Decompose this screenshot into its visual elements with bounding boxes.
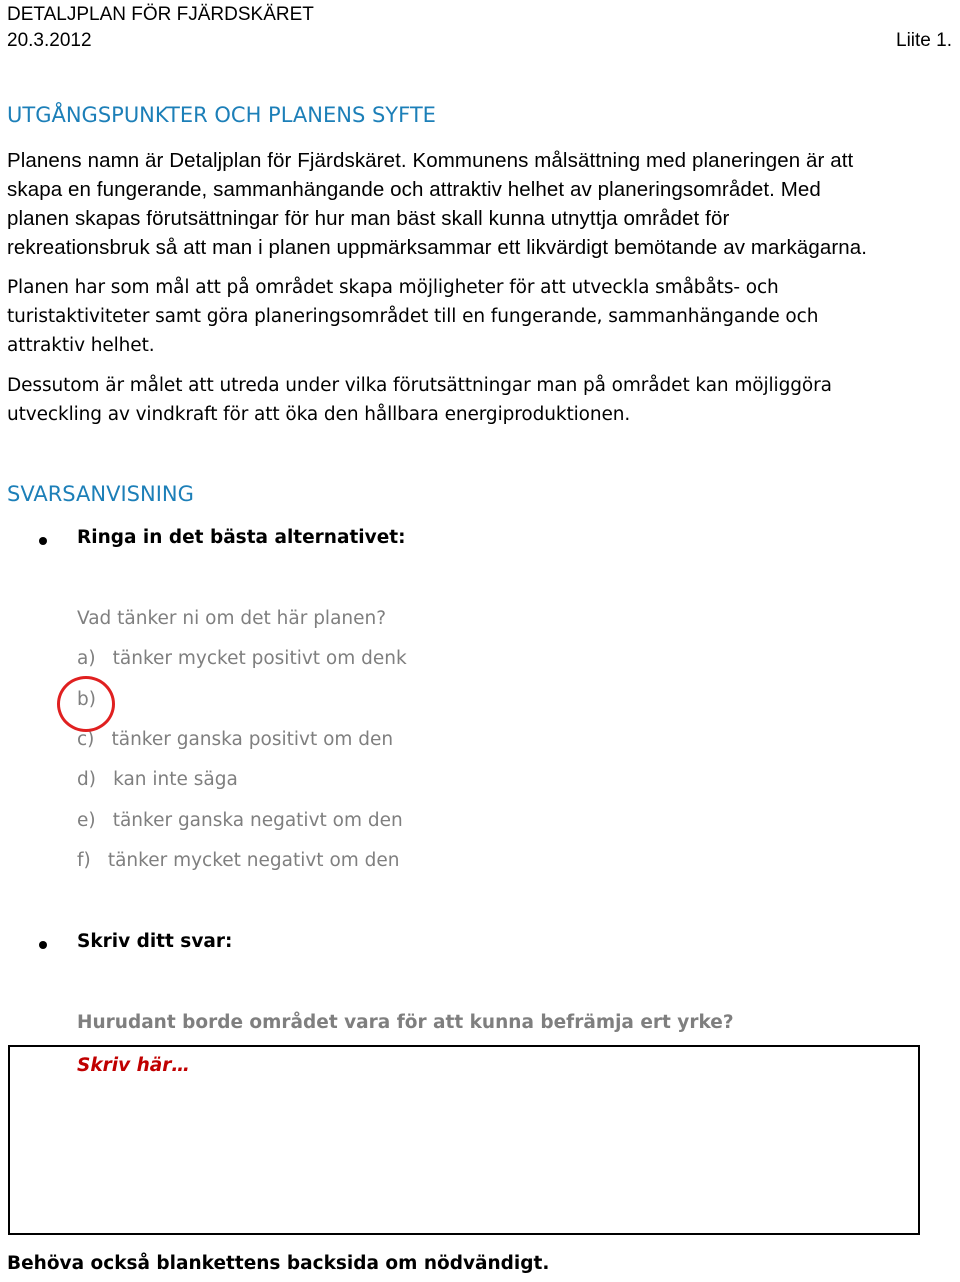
option-f[interactable]: [77, 850, 400, 871]
option-text: tänker mycket negativt om den: [107, 850, 400, 871]
question-plan-opinion: Vad tänker ni om det här planen?: [77, 608, 387, 629]
paragraph-line: skapa en fungerande, sammanhängande och attraktiv helhet av planeringsområdet. Med: [7, 178, 821, 201]
option-text: tänker ganska negativt om den: [112, 810, 403, 831]
paragraph-line: planen skapas förutsättningar för hur man bäst skall kunna utnyttja området för: [7, 207, 730, 230]
option-letter: c): [77, 729, 95, 750]
paragraph-line: rekreationsbruk så att man i planen uppmärksammar ett likvärdigt bemötande av markägarna.: [7, 236, 868, 259]
paragraph-line: utveckling av vindkraft för att öka den hållbara energiproduktionen.: [7, 404, 631, 425]
section-title-instructions: SVARSANVISNING: [7, 482, 194, 506]
option-letter: d): [77, 769, 96, 790]
paragraph-plan-goal: [7, 273, 957, 360]
option-letter: e): [77, 810, 96, 831]
paragraph-line: Planen har som mål att på området skapa möjligheter för att utveckla småbåts- och: [7, 277, 779, 298]
paragraph-line: Planens namn är Detaljplan för Fjärdskäret. Kommunens målsättning med planeringen är att: [7, 149, 854, 172]
option-text: tänker ganska positivt om den: [111, 729, 394, 750]
paragraph-wind-power: [7, 371, 957, 429]
paragraph-line: turistaktiviteter samt göra planeringsområdet till en fungerande, sammanhängande och: [7, 306, 819, 327]
paragraph-line: Dessutom är målet att utreda under vilka förutsättningar man på området kan möjliggöra: [7, 375, 832, 396]
answer-placeholder: Skriv här…: [77, 1055, 190, 1076]
document-date: 20.3.2012: [7, 30, 92, 51]
option-c[interactable]: [77, 729, 393, 750]
section-title-purpose: UTGÅNGSPUNKTER OCH PLANENS SYFTE: [7, 103, 436, 127]
paragraph-plan-name: [7, 146, 957, 262]
appendix-label: Liite 1.: [896, 30, 952, 51]
instruction-circle-alternative: Ringa in det bästa alternativet:: [77, 527, 406, 548]
answer-text-area[interactable]: [8, 1045, 920, 1235]
option-text: kan inte säga: [113, 769, 238, 790]
question-promote-profession: Hurudant borde området vara för att kunna befrämja ert yrke?: [77, 1012, 734, 1033]
option-letter: b): [77, 689, 96, 710]
bullet-icon: [39, 941, 47, 949]
document-title: DETALJPLAN FÖR FJÄRDSKÄRET: [7, 4, 314, 25]
selection-circle-mark: [57, 676, 115, 732]
instruction-write-answer: Skriv ditt svar:: [77, 931, 233, 952]
option-text: tänker mycket positivt om denk: [112, 648, 407, 669]
option-letter: a): [77, 648, 96, 669]
option-e[interactable]: [77, 810, 403, 831]
bullet-icon: [39, 537, 47, 545]
option-letter: f): [77, 850, 91, 871]
footer-note: Behöva också blankettens backsida om nödvändigt.: [7, 1253, 550, 1274]
option-a[interactable]: [77, 648, 407, 669]
paragraph-line: attraktiv helhet.: [7, 335, 155, 356]
option-d[interactable]: [77, 769, 238, 790]
